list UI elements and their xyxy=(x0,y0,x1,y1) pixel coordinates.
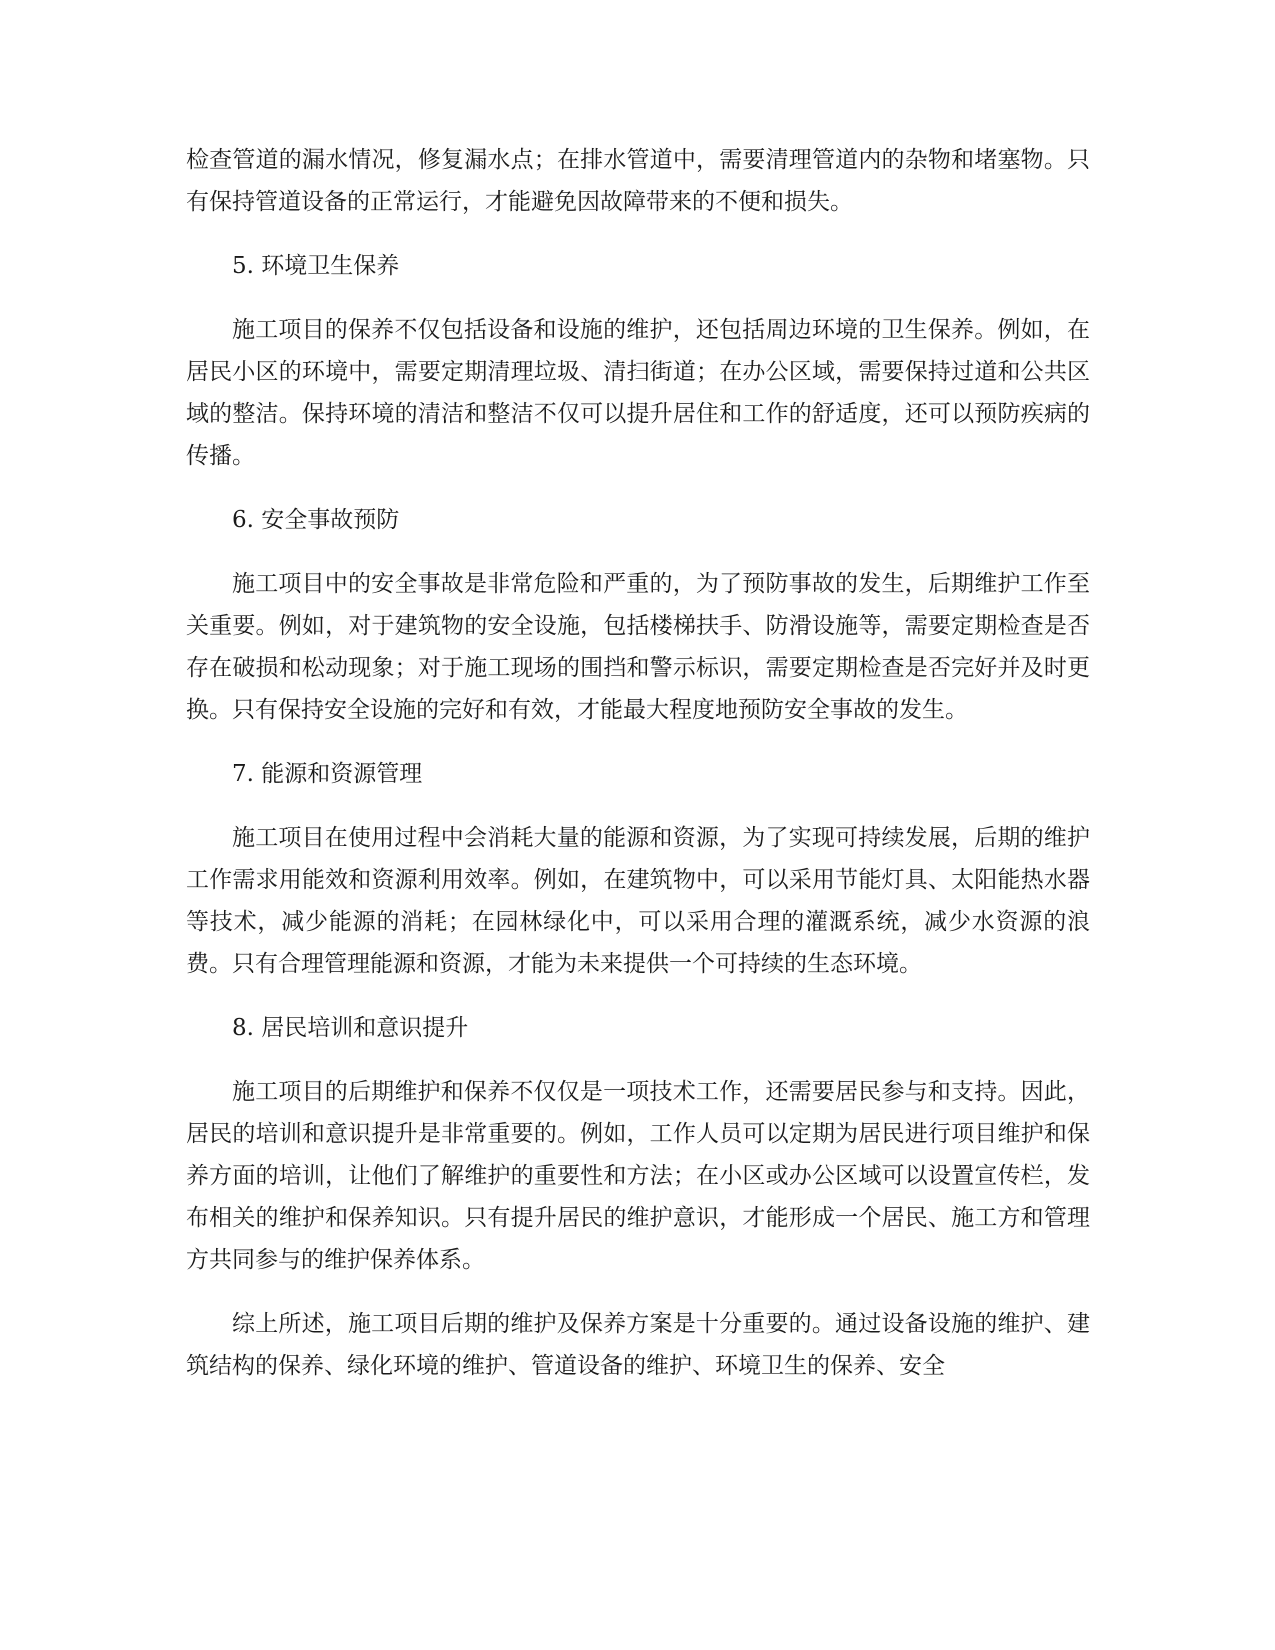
section-heading-6: 6. 安全事故预防 xyxy=(232,507,400,533)
paragraph: 施工项目的保养不仅包括设备和设施的维护，还包括周边环境的卫生保养。例如，在居民小区的环境中，需要定期清理垃圾、清扫街道；在办公区域，需要保持过道和公共区域的整洁。保持环境的清洁和整洁不仅可以提升居住和工作的舒适度，还可以预防疾病的传播。 xyxy=(186,317,1090,469)
section-heading-8: 8. 居民培训和意识提升 xyxy=(232,1015,469,1041)
paragraph: 施工项目的后期维护和保养不仅仅是一项技术工作，还需要居民参与和支持。因此，居民的培训和意识提升是非常重要的。例如，工作人员可以定期为居民进行项目维护和保养方面的培训，让他们了解维护的重要性和方法；在小区或办公区域可以设置宣传栏，发布相关的维护和保养知识。只有提升居民的维护意识，才能形成一个居民、施工方和管理方共同参与的维护保养体系。 xyxy=(186,1079,1090,1273)
document-page xyxy=(186,139,1090,1409)
paragraph: 施工项目中的安全事故是非常危险和严重的，为了预防事故的发生，后期维护工作至关重要。例如，对于建筑物的安全设施，包括楼梯扶手、防滑设施等，需要定期检查是否存在破损和松动现象；对于施工现场的围挡和警示标识，需要定期检查是否完好并及时更换。只有保持安全设施的完好和有效，才能最大程度地预防安全事故的发生。 xyxy=(186,571,1090,723)
section-heading-7: 7. 能源和资源管理 xyxy=(232,761,423,787)
paragraph-continued: 检查管道的漏水情况，修复漏水点；在排水管道中，需要清理管道内的杂物和堵塞物。只有保持管道设备的正常运行，才能避免因故障带来的不便和损失。 xyxy=(186,147,1090,215)
paragraph-summary: 综上所述，施工项目后期的维护及保养方案是十分重要的。通过设备设施的维护、建筑结构的保养、绿化环境的维护、管道设备的维护、环境卫生的保养、安全 xyxy=(186,1311,1090,1379)
section-heading-5: 5. 环境卫生保养 xyxy=(232,253,400,279)
paragraph: 施工项目在使用过程中会消耗大量的能源和资源，为了实现可持续发展，后期的维护工作需求用能效和资源利用效率。例如，在建筑物中，可以采用节能灯具、太阳能热水器等技术，减少能源的消耗；在园林绿化中，可以采用合理的灌溉系统，减少水资源的浪费。只有合理管理能源和资源，才能为未来提供一个可持续的生态环境。 xyxy=(186,825,1090,977)
